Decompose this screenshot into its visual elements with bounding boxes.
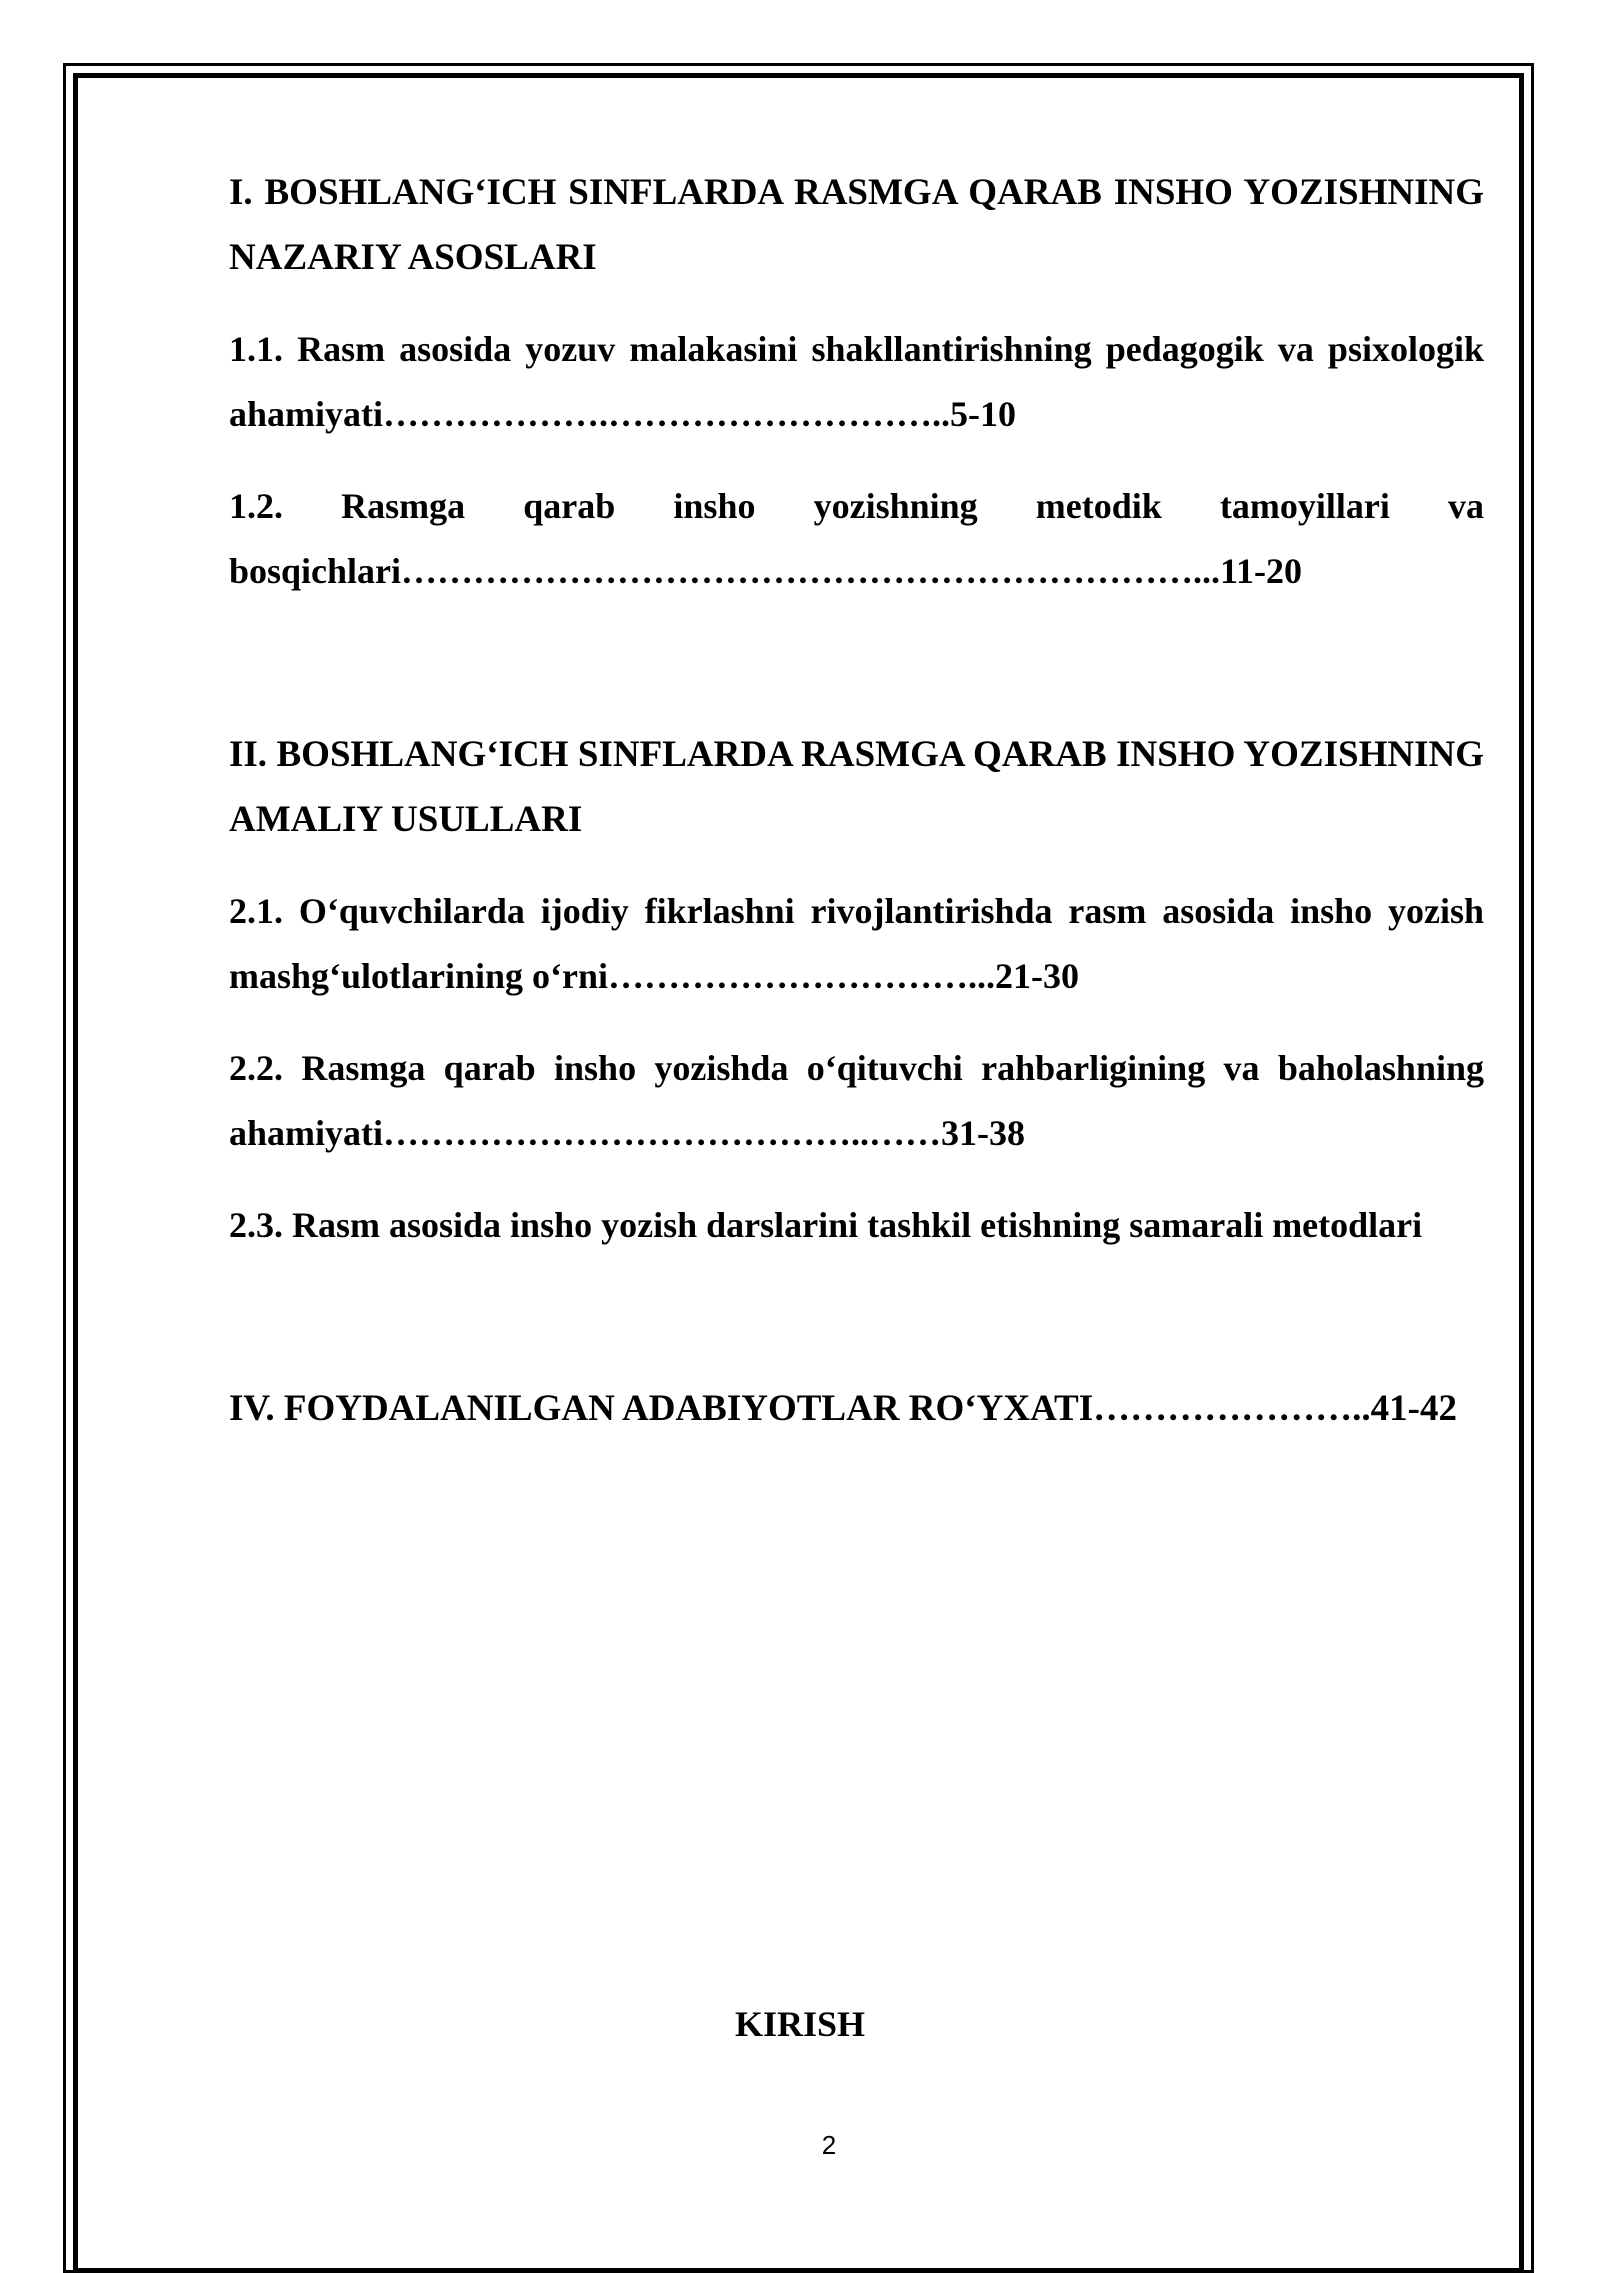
toc-section-4-title: IV. FOYDALANILGAN ADABIYOTLAR RO‘YXATI…………………..41-42: [229, 1388, 1457, 1429]
toc-item-2-1: 2.1. O‘quvchilarda ijodiy fikrlashni rivojlantirishda rasm asosida insho yozish mashg‘ulotlarining o‘rni…………………………...21-30: [229, 891, 1484, 996]
toc-section-1-title: I. BOSHLANG‘ICH SINFLARDA RASMGA QARAB INSHO YOZISHNING NAZARIY ASOSLARI: [229, 172, 1484, 278]
toc-item-1-2: 1.2. Rasmga qarab insho yozishning metodik tamoyillari va bosqichlari…………………………………………………………...11-20: [229, 486, 1484, 591]
toc-item-2-3: 2.3. Rasm asosida insho yozish darslarini tashkil etishning samarali metodlari: [229, 1205, 1423, 1245]
page-number: 2: [821, 2130, 837, 2160]
toc-item-2-2: 2.2. Rasmga qarab insho yozishda o‘qituvchi rahbarligining va baholashning ahamiyati…………………………………..……31-38: [229, 1048, 1484, 1153]
toc-item-1-1: 1.1. Rasm asosida yozuv malakasini shakllantirishning pedagogik va psixologik ahamiyati……………….………………………..5-10: [229, 329, 1484, 434]
table-of-contents: [229, 160, 1484, 1441]
toc-section-2-title: II. BOSHLANG‘ICH SINFLARDA RASMGA QARAB INSHO YOZISHNING AMALIY USULLARI: [229, 734, 1484, 840]
introduction-heading: KIRISH: [734, 2004, 866, 2044]
